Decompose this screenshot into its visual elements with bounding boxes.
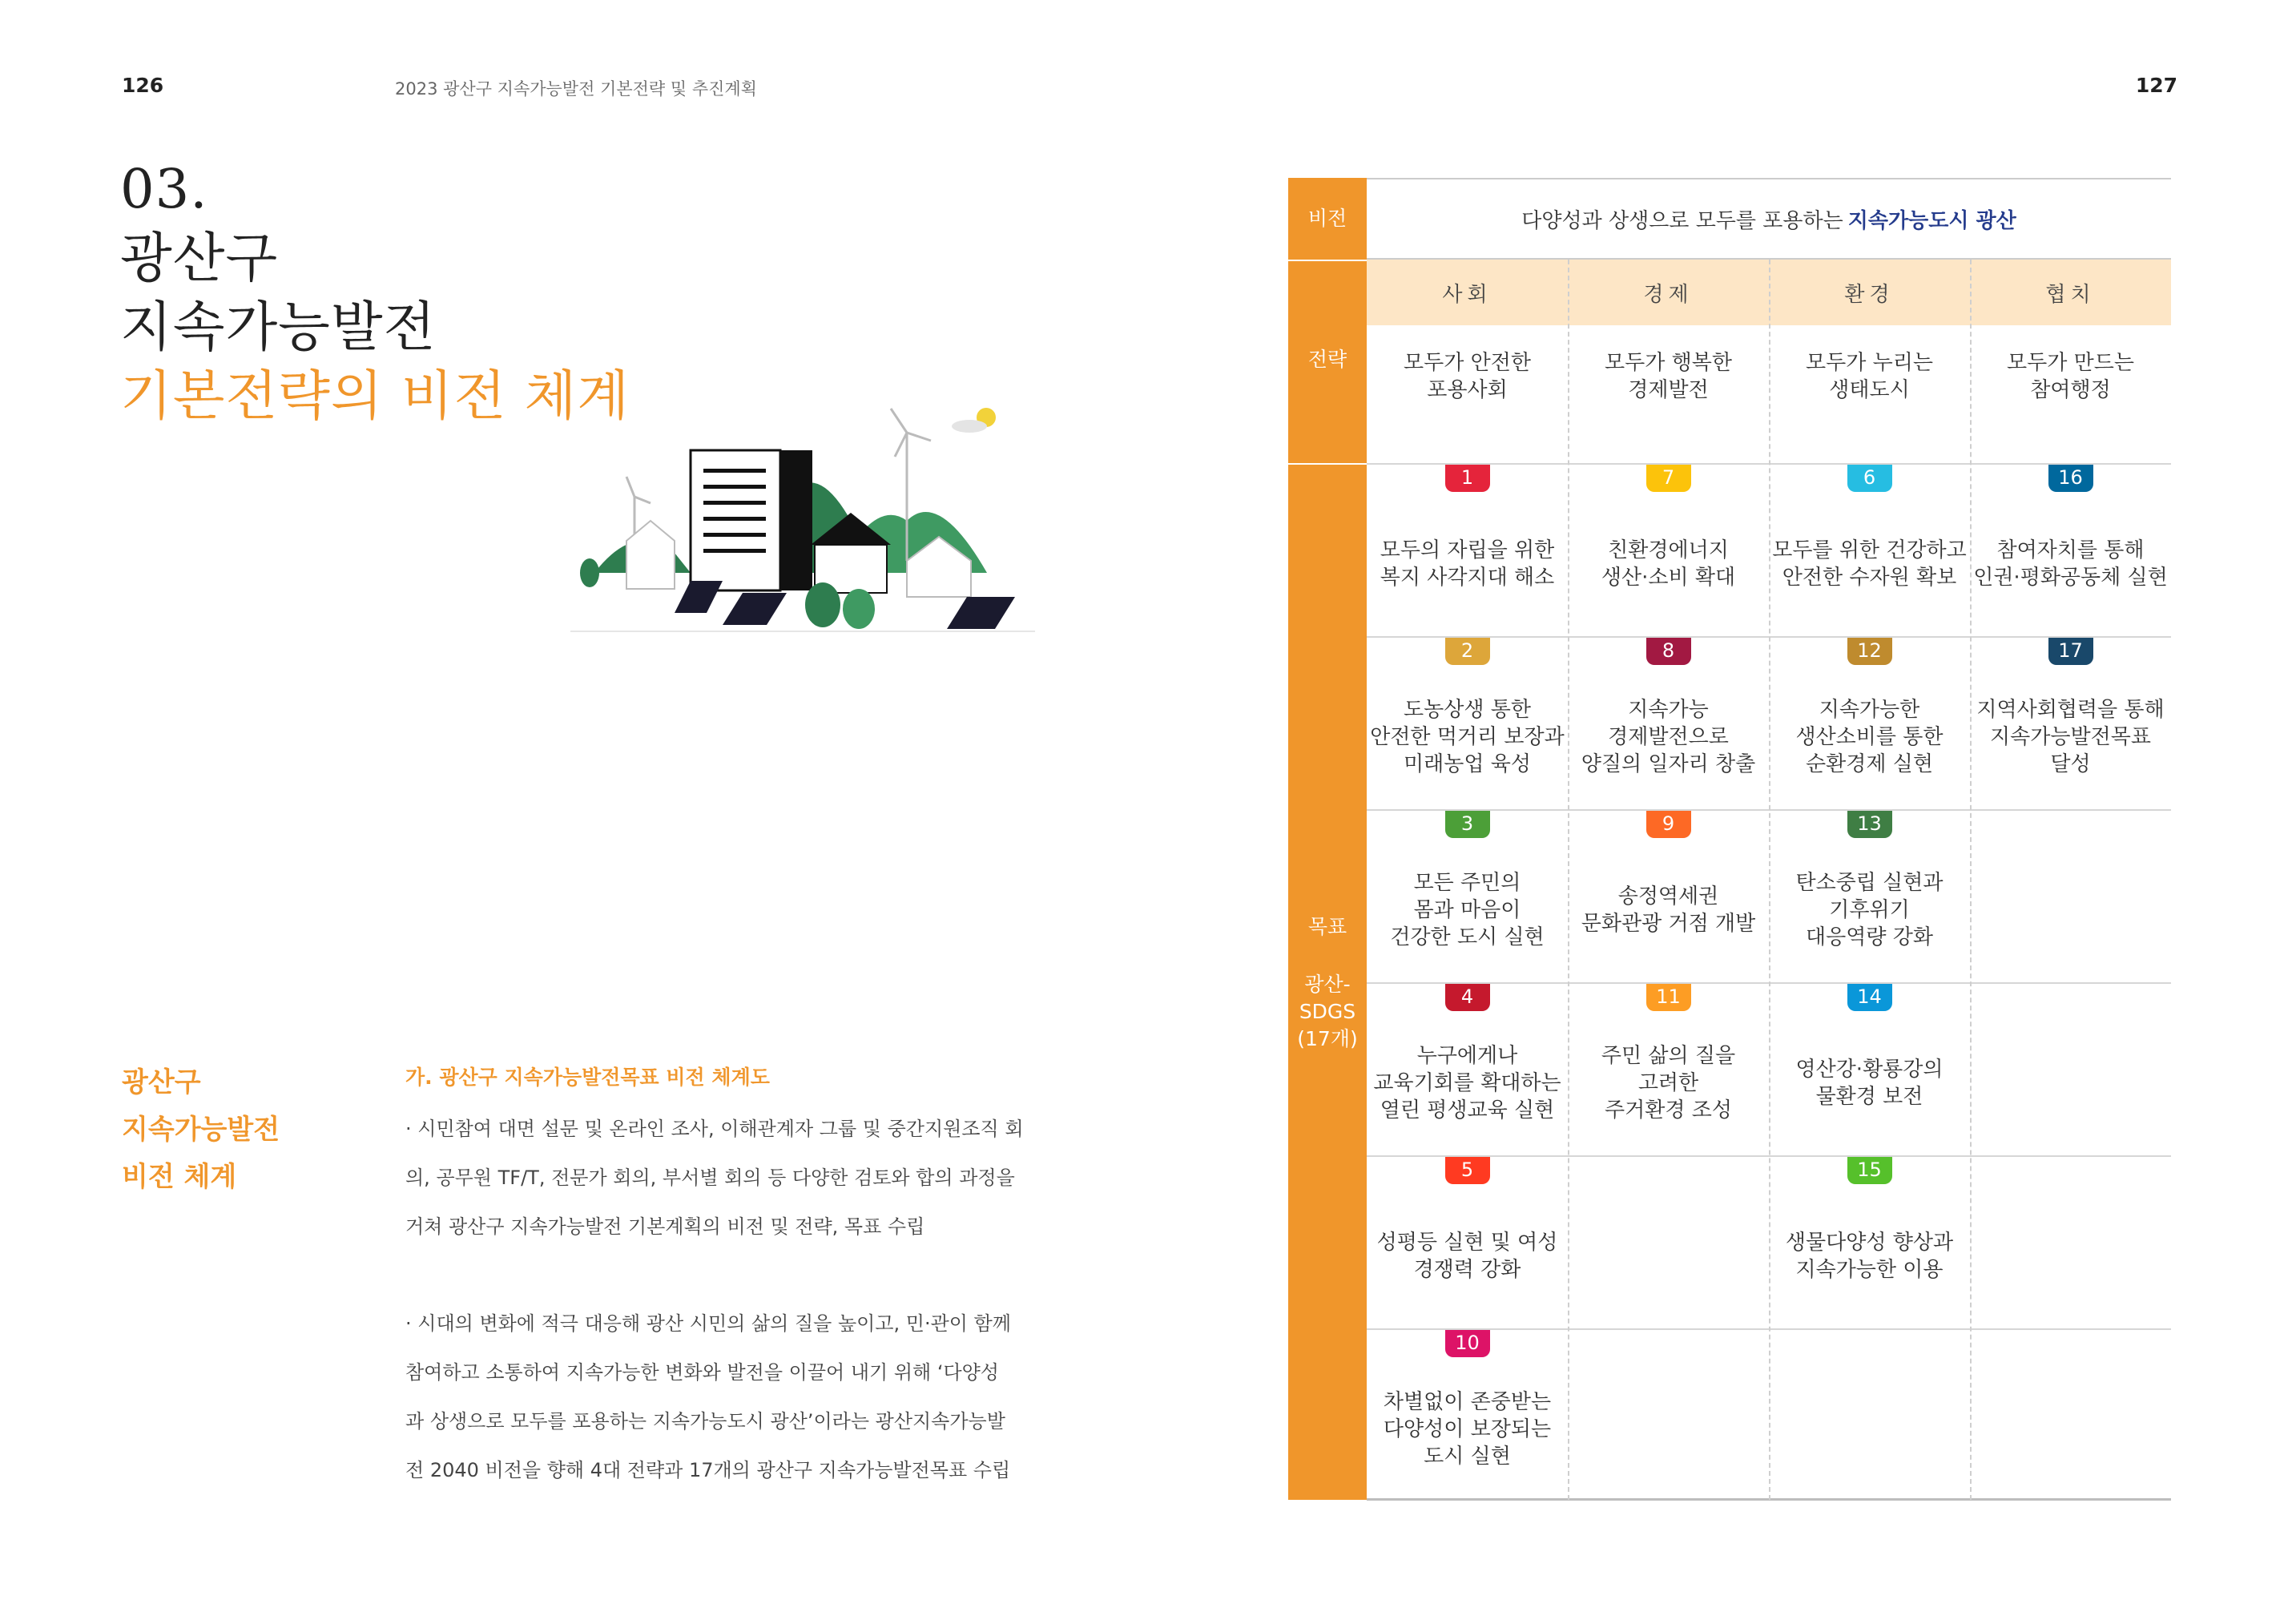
paragraph-1 xyxy=(405,1105,1030,1251)
goal-line: 성평등 실현 및 여성 xyxy=(1376,1231,1558,1255)
page-number-left: 126 xyxy=(122,74,164,97)
goal-cell xyxy=(1769,869,1970,951)
goal-line: 안전한 수자원 확보 xyxy=(1782,566,1957,590)
goal-line: 모두를 위한 건강하고 xyxy=(1772,538,1967,562)
strategy-line: 모두가 누리는 xyxy=(1806,351,1933,375)
paragraph-line: · 시대의 변화에 적극 대응해 광산 시민의 삶의 질을 높이고, 민·관이 함께 xyxy=(405,1312,1011,1335)
goal-line: 다양성이 보장되는 xyxy=(1383,1417,1552,1441)
goal-line: 건강한 도시 실현 xyxy=(1390,925,1545,949)
paragraph-line: 의, 공무원 TF/T, 전문가 회의, 부서별 회의 등 다양한 검토와 합의 과정을 xyxy=(405,1167,1015,1189)
title-line-2: 지속가능발전 xyxy=(120,296,437,358)
goal-cell xyxy=(1769,537,1970,591)
goal-line: 대응역량 강화 xyxy=(1806,925,1933,949)
goal-cell xyxy=(1970,696,2171,778)
column-separator xyxy=(1970,260,1972,1500)
vision-text: 다양성과 상생으로 모두를 포용하는 xyxy=(1521,208,1843,233)
goal-line: 참여자치를 통해 xyxy=(1996,538,2145,562)
strategy-line: 포용사회 xyxy=(1427,378,1508,402)
goal-line: 순환경제 실현 xyxy=(1806,752,1933,776)
sdg-goal-badge: 14 xyxy=(1847,982,1892,1011)
side-heading-line-2: 지속가능발전 xyxy=(122,1114,280,1146)
strategy-cell xyxy=(1970,349,2171,404)
label-separator xyxy=(1288,463,1367,465)
goal-line: 열린 평생교육 실현 xyxy=(1380,1098,1555,1122)
column-header: 사회 xyxy=(1367,260,1568,325)
goal-cell xyxy=(1568,537,1769,591)
strategy-column xyxy=(1367,260,1568,1500)
sdg-goal-badge: 8 xyxy=(1646,636,1691,665)
goal-line: 생산소비를 통한 xyxy=(1795,725,1944,749)
goal-line: 영산강·황룡강의 xyxy=(1795,1058,1944,1082)
goal-line: 인권·평화공동체 실현 xyxy=(1973,566,2168,590)
sdg-goal-badge: 17 xyxy=(2048,636,2093,665)
sdg-goal-badge: 10 xyxy=(1445,1328,1490,1357)
goal-line: 주거환경 조성 xyxy=(1605,1098,1732,1122)
sdg-goal-badge: 16 xyxy=(2048,463,2093,492)
goal-line: 경제발전으로 xyxy=(1608,725,1729,749)
column-header: 경제 xyxy=(1568,260,1769,325)
strategy-line: 경제발전 xyxy=(1628,378,1709,402)
sdg-goal-badge: 3 xyxy=(1445,809,1490,838)
goal-cell xyxy=(1769,696,1970,778)
sdg-goal-badge: 13 xyxy=(1847,809,1892,838)
sdg-goal-badge: 1 xyxy=(1445,463,1490,492)
paragraph-line: 과 상생으로 모두를 포용하는 지속가능도시 광산’이라는 광산지속가능발 xyxy=(405,1410,1005,1433)
goal-cell xyxy=(1568,1042,1769,1124)
paragraph-line: 거쳐 광산구 지속가능발전 기본계획의 비전 및 전략, 목표 수립 xyxy=(405,1215,925,1238)
section-number: 03. xyxy=(120,158,208,220)
goal-line: 모든 주민의 xyxy=(1413,871,1521,895)
section-title xyxy=(120,155,630,430)
goal-line: 지속가능한 이용 xyxy=(1795,1258,1944,1282)
goal-line: 친환경에너지 xyxy=(1608,538,1729,562)
goal-cell xyxy=(1769,1056,1970,1110)
strategy-line: 참여행정 xyxy=(2030,378,2111,402)
label-goals-sub-3: (17개) xyxy=(1297,1027,1358,1050)
column-separator xyxy=(1769,260,1770,1500)
goal-cell xyxy=(1367,537,1568,591)
strategy-line: 모두가 만드는 xyxy=(2007,351,2134,375)
goal-cell xyxy=(1367,1042,1568,1124)
goal-line: 기후위기 xyxy=(1829,898,1910,922)
strategy-line: 모두가 행복한 xyxy=(1605,351,1732,375)
goal-line: 물환경 보전 xyxy=(1815,1085,1923,1109)
goal-cell xyxy=(1769,1229,1970,1284)
strategy-cell xyxy=(1568,349,1769,404)
goal-cell xyxy=(1367,1229,1568,1284)
sdg-goal-badge: 7 xyxy=(1646,463,1691,492)
goal-line: 미래농업 육성 xyxy=(1404,752,1531,776)
strategy-line: 모두가 안전한 xyxy=(1404,351,1531,375)
vision-highlight: 지속가능도시 광산 xyxy=(1847,208,2016,233)
goal-line: 송정역세권 xyxy=(1617,885,1719,909)
goal-cell xyxy=(1367,696,1568,778)
paragraph-line: 참여하고 소통하여 지속가능한 변화와 발전을 이끌어 내기 위해 ‘다양성 xyxy=(405,1361,999,1384)
row-label-column xyxy=(1288,178,1367,1500)
side-heading-line-3: 비전 체계 xyxy=(122,1161,237,1193)
strategy-column xyxy=(1769,260,1970,1500)
side-heading-line-1: 광산구 xyxy=(122,1066,201,1098)
goal-line: 지속가능한 xyxy=(1819,698,1920,722)
vision-system-table xyxy=(1288,178,2171,1500)
paragraph-line: 전 2040 비전을 향해 4대 전략과 17개의 광산구 지속가능발전목표 수립 xyxy=(405,1459,1011,1481)
label-goals-sub-2: SDGS xyxy=(1299,1000,1356,1023)
goal-line: 지역사회협력을 통해 xyxy=(1976,698,2165,722)
sdg-goal-badge: 6 xyxy=(1847,463,1892,492)
goal-line: 안전한 먹거리 보장과 xyxy=(1370,725,1565,749)
goal-line: 지속가능 xyxy=(1628,698,1709,722)
goal-line: 생물다양성 향상과 xyxy=(1785,1231,1954,1255)
goal-line: 교육기회를 확대하는 xyxy=(1373,1071,1561,1095)
goal-line: 생산·소비 확대 xyxy=(1601,566,1736,590)
strategy-column xyxy=(1970,260,2171,1500)
goal-line: 누구에게나 xyxy=(1416,1044,1518,1068)
strategy-line: 생태도시 xyxy=(1829,378,1910,402)
vision-statement xyxy=(1367,178,2171,260)
label-goals-sub-1: 광산- xyxy=(1304,973,1351,996)
goal-line: 도농상생 통한 xyxy=(1404,698,1531,722)
goal-line: 주민 삶의 질을 xyxy=(1601,1044,1736,1068)
goal-line: 달성 xyxy=(2050,752,2091,776)
goal-line: 양질의 일자리 창출 xyxy=(1581,752,1756,776)
subheading: 가. 광산구 지속가능발전목표 비전 체계도 xyxy=(405,1066,770,1089)
goal-line: 경쟁력 강화 xyxy=(1413,1258,1521,1282)
sdg-goal-badge: 9 xyxy=(1646,809,1691,838)
title-line-3: 기본전략의 비전 체계 xyxy=(120,365,630,427)
paragraph-line: · 시민참여 대면 설문 및 온라인 조사, 이해관계자 그룹 및 중간지원조직 회 xyxy=(405,1118,1024,1140)
goal-line: 몸과 마음이 xyxy=(1413,898,1521,922)
goal-line: 도시 실현 xyxy=(1424,1445,1511,1469)
city-illustration xyxy=(570,401,1035,649)
goal-cell xyxy=(1568,883,1769,937)
sdg-goal-badge: 12 xyxy=(1847,636,1892,665)
goal-cell xyxy=(1367,1388,1568,1470)
column-header: 협치 xyxy=(1970,260,2171,325)
goal-cell xyxy=(1568,696,1769,778)
label-vision: 비전 xyxy=(1307,207,1347,230)
column-header: 환경 xyxy=(1769,260,1970,325)
side-heading xyxy=(122,1059,280,1201)
sdg-goal-badge: 15 xyxy=(1847,1155,1892,1184)
goal-line: 모두의 자립을 위한 xyxy=(1380,538,1555,562)
column-separator xyxy=(1568,260,1569,1500)
running-header: 2023 광산구 지속가능발전 기본전략 및 추진계획 xyxy=(395,79,757,99)
label-strategy: 전략 xyxy=(1307,348,1347,371)
label-separator xyxy=(1288,260,1367,261)
goal-line: 문화관광 거점 개발 xyxy=(1581,912,1756,936)
goal-cell xyxy=(1367,869,1568,951)
strategy-cell xyxy=(1367,349,1568,404)
goal-cell xyxy=(1970,537,2171,591)
goal-line: 차별없이 존중받는 xyxy=(1383,1390,1552,1414)
strategy-column xyxy=(1568,260,1769,1500)
goal-line: 지속가능발전목표 xyxy=(1990,725,2151,749)
label-goals: 목표 xyxy=(1307,915,1347,938)
sdg-goal-badge: 4 xyxy=(1445,982,1490,1011)
sdg-goal-badge: 11 xyxy=(1646,982,1691,1011)
sdg-goal-badge: 2 xyxy=(1445,636,1490,665)
sdg-goal-badge: 5 xyxy=(1445,1155,1490,1184)
page-number-right: 127 xyxy=(2135,74,2177,97)
paragraph-2 xyxy=(405,1300,1030,1495)
goal-line: 복지 사각지대 해소 xyxy=(1380,566,1555,590)
goal-line: 고려한 xyxy=(1637,1071,1699,1095)
body-text xyxy=(405,1059,1030,1495)
title-line-1: 광산구 xyxy=(120,227,279,289)
goal-line: 탄소중립 실현과 xyxy=(1795,871,1944,895)
strategy-cell xyxy=(1769,349,1970,404)
